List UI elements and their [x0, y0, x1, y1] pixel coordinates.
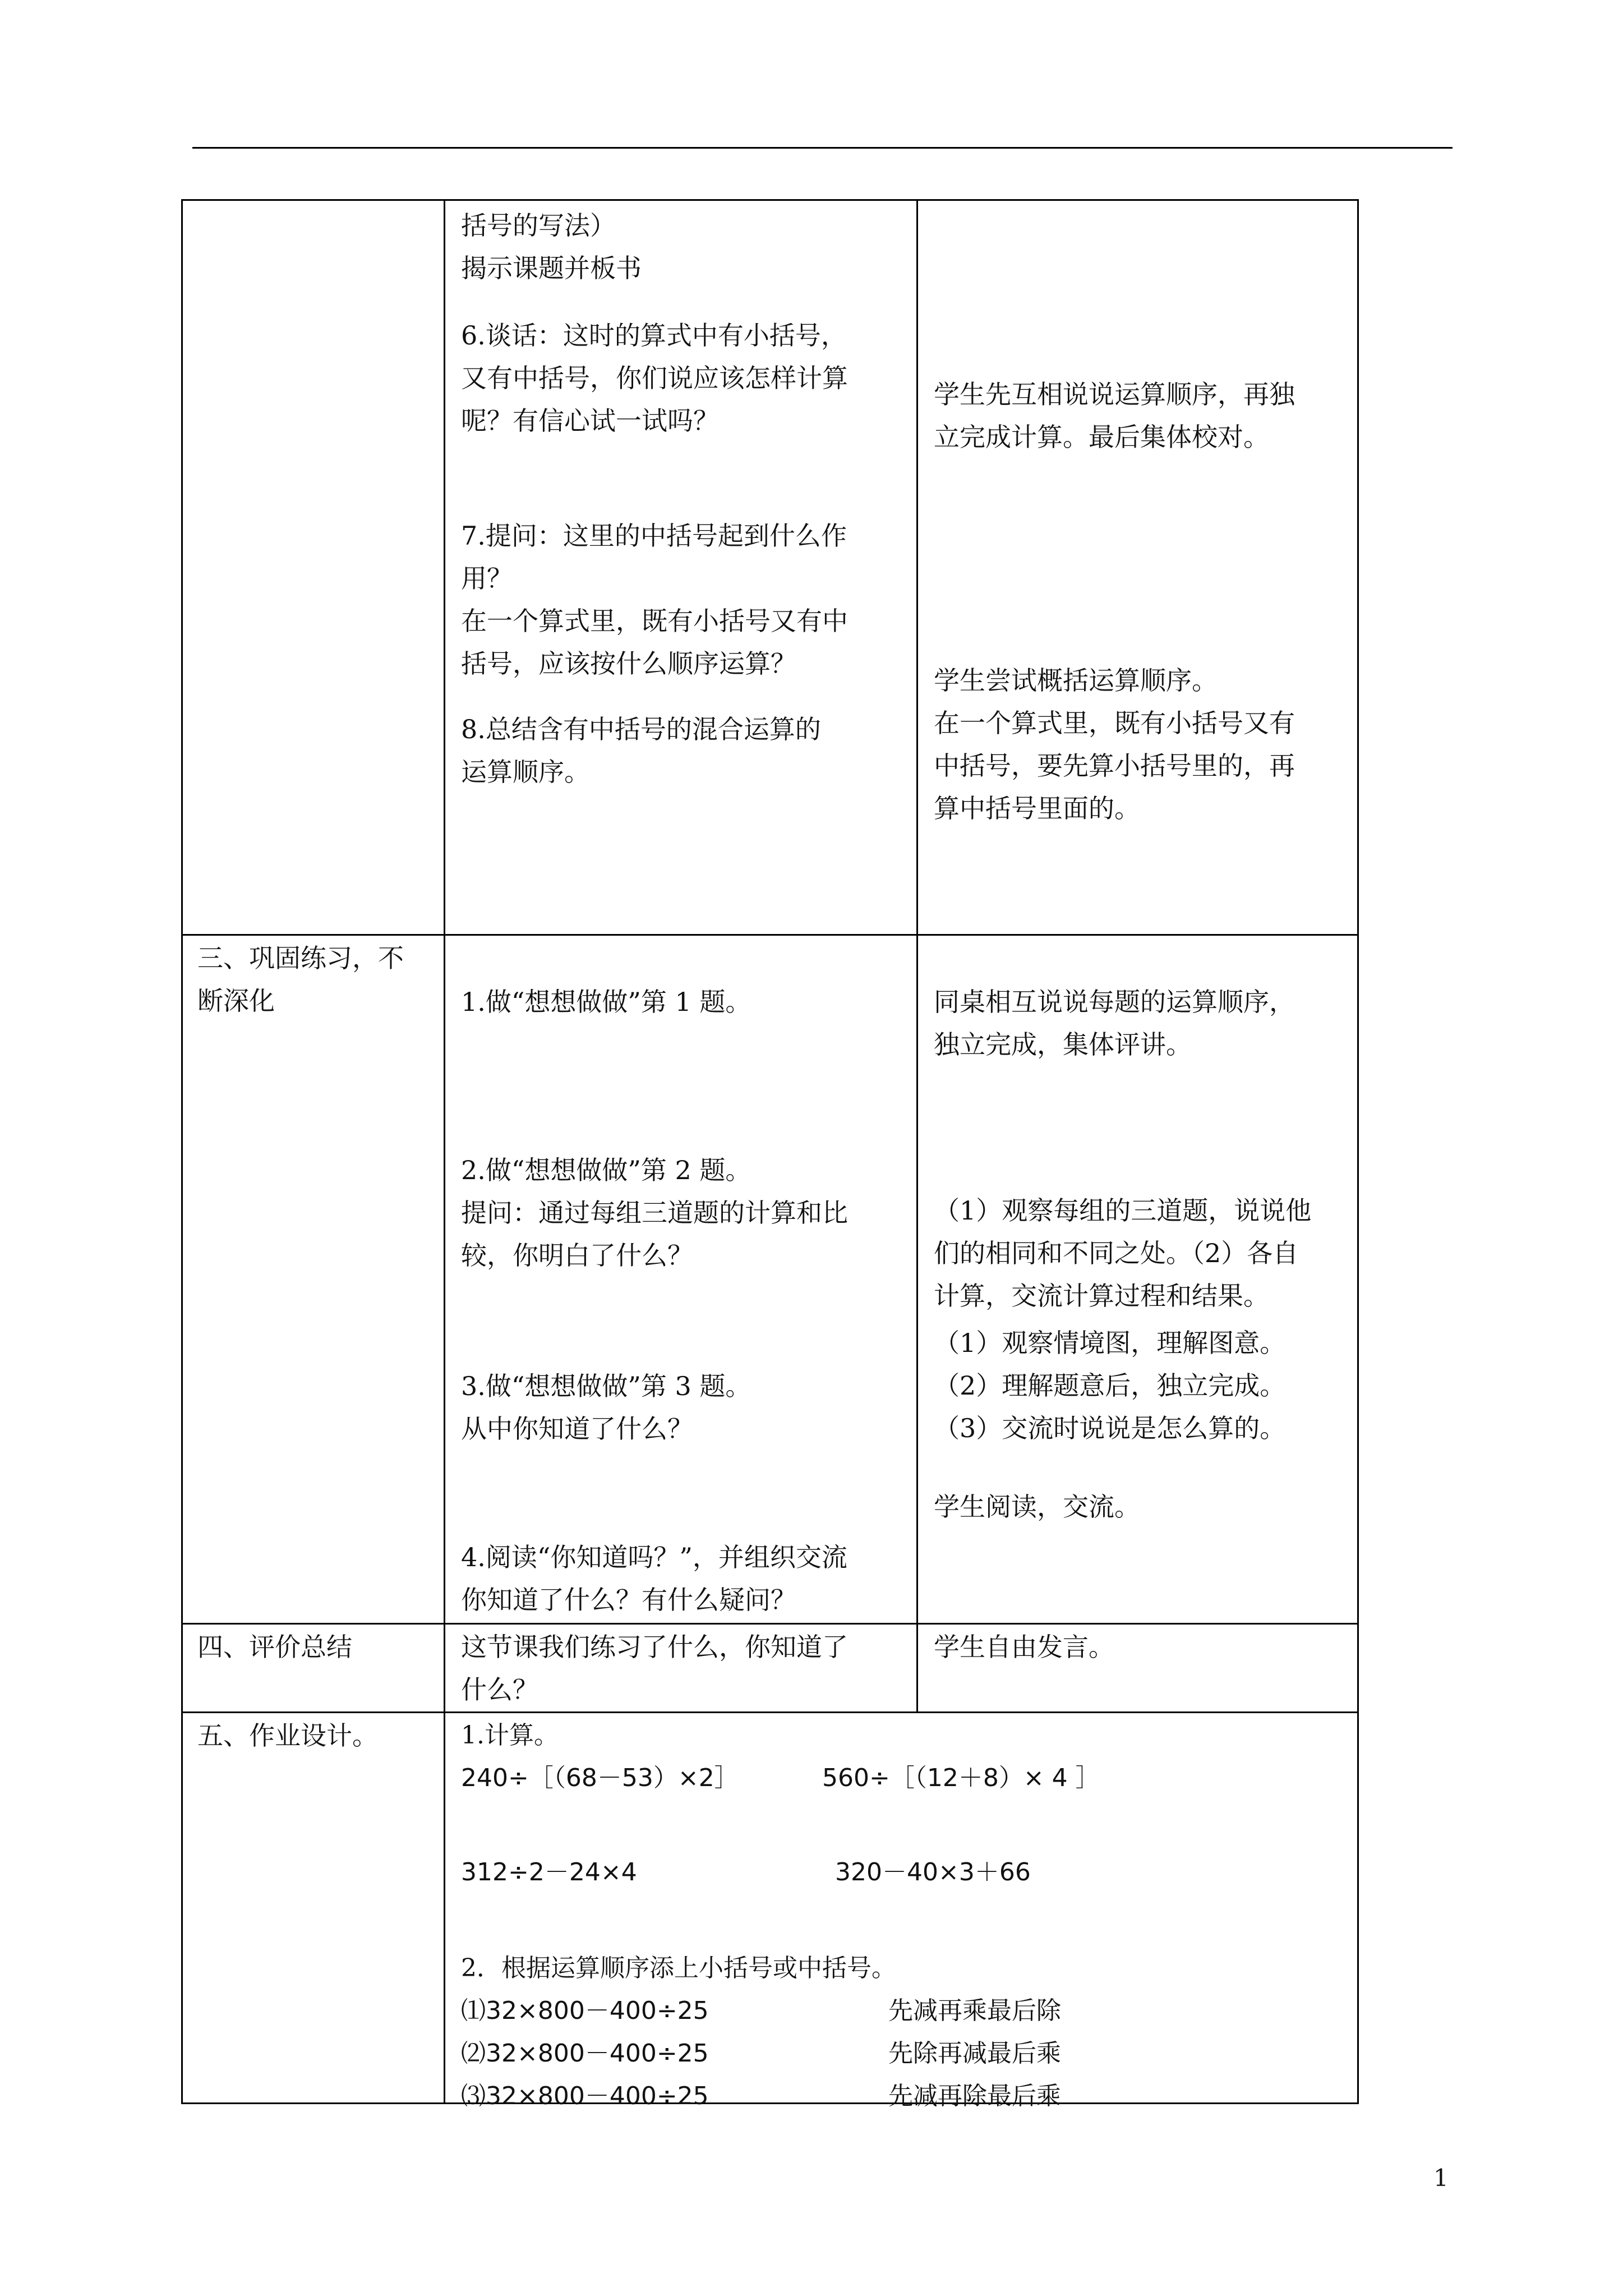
- stage-cell: [182, 1624, 445, 1713]
- text-line: （2）理解题意后，独立完成。: [934, 1370, 1286, 1401]
- practice-q4: [461, 1536, 906, 1621]
- text-line: 什么？: [461, 1674, 538, 1705]
- text-line: 学生先互相说说运算顺序，再独: [934, 379, 1295, 409]
- stage-cell: [182, 1713, 445, 2104]
- teacher-activity-cell: [445, 1624, 917, 1713]
- homework-cell: [445, 1713, 1358, 2110]
- text-line: 学生尝试概括运算顺序。: [934, 665, 1218, 696]
- text-line: 们的相同和不同之处。（2）各自: [934, 1238, 1299, 1268]
- text-line: 算中括号里面的。: [934, 793, 1140, 823]
- text-line: 在一个算式里，既有小括号又有: [934, 708, 1295, 738]
- text-line: 五、作业设计。: [197, 1720, 378, 1751]
- teacher-activity-cell: [445, 200, 917, 935]
- text-line: （1）观察每组的三道题，说说他: [934, 1195, 1312, 1226]
- table-row: [182, 200, 1358, 935]
- stage-label: [197, 937, 438, 1022]
- text-line: 揭示课题并板书: [461, 253, 642, 283]
- lesson-plan-table: [181, 199, 1359, 2110]
- text-line: 提问：通过每组三道题的计算和比: [461, 1198, 848, 1228]
- expression: 320－40×3＋66: [835, 1858, 1031, 1887]
- text-line: 断深化: [197, 986, 275, 1016]
- text-line: 三、巩固练习，不: [197, 943, 404, 973]
- student-block-1: [934, 981, 1347, 1066]
- student-activity-cell: [917, 200, 1358, 935]
- student-activity-cell: [917, 1624, 1358, 1713]
- student-block-a: [934, 373, 1347, 458]
- text-line: 8.总结含有中括号的混合运算的: [461, 714, 821, 744]
- text-line: 括号的写法）: [461, 210, 616, 241]
- task2-title: 2．根据运算顺序添上小括号或中括号。: [461, 1954, 896, 1982]
- summary-question: [461, 1626, 906, 1711]
- text-line: 括号，应该按什么顺序运算？: [461, 648, 796, 679]
- text-line: （3）交流时说说是怎么算的。: [934, 1413, 1286, 1443]
- text-line: 学生自由发言。: [934, 1632, 1114, 1662]
- expression: 240÷［（68－53）×2］: [461, 1764, 739, 1792]
- text-line: 较，你明白了什么？: [461, 1240, 693, 1271]
- text-line: 独立完成，集体评讲。: [934, 1029, 1192, 1060]
- task1-title: 1.计算。: [461, 1721, 559, 1750]
- summary-student: [934, 1626, 1347, 1668]
- text-line: 用？: [461, 563, 513, 593]
- student-block-2: [934, 1189, 1347, 1317]
- text-line: 这节课我们练习了什么，你知道了: [461, 1632, 848, 1662]
- stage-cell-empty: [182, 200, 445, 935]
- text-line: 2.做“想想做做”第 2 题。: [461, 1155, 751, 1185]
- text-line: 又有中括号，你们说应该怎样计算: [461, 363, 848, 393]
- task2-order: 先减再乘最后除: [888, 1996, 1061, 2025]
- practice-q1: [461, 981, 906, 1023]
- text-line: 同桌相互说说每题的运算顺序，: [934, 987, 1295, 1017]
- expression: 312÷2－24×4: [461, 1858, 637, 1887]
- text-line: 你知道了什么？有什么疑问？: [461, 1585, 796, 1615]
- text-line: 计算，交流计算过程和结果。: [934, 1281, 1269, 1311]
- text-line: 运算顺序。: [461, 757, 590, 787]
- text-line: 6.谈话：这时的算式中有小括号，: [461, 320, 847, 351]
- task2-expression: ⑴32×800－400÷25: [461, 1996, 709, 2025]
- text-line: 立完成计算。最后集体校对。: [934, 422, 1269, 452]
- header-rule: [192, 147, 1453, 149]
- text-line: 中括号，要先算小括号里的，再: [934, 751, 1295, 781]
- text-line: 四、评价总结: [197, 1632, 352, 1662]
- text-line: 1.做“想想做做”第 1 题。: [461, 987, 751, 1017]
- text-line: 4.阅读“你知道吗？”，并组织交流: [461, 1542, 847, 1572]
- activity-block-8: [461, 708, 906, 793]
- text-line: 从中你知道了什么？: [461, 1414, 693, 1444]
- page-number: 1: [1433, 2164, 1449, 2192]
- table-row: [182, 935, 1358, 1624]
- text-line: 7.提问：这里的中括号起到什么作: [461, 521, 847, 551]
- task2-expression: ⑶32×800－400÷25: [461, 2082, 709, 2110]
- student-block-b: [934, 659, 1347, 830]
- expression: 560÷［（12＋8）× 4 ］: [822, 1764, 1100, 1792]
- practice-q2: [461, 1149, 906, 1277]
- activity-block-6: [461, 314, 906, 442]
- activity-block-7: [461, 514, 906, 685]
- task2-expression: ⑵32×800－400÷25: [461, 2039, 709, 2068]
- activity-block-intro: [461, 204, 906, 289]
- task2-order: 先减再除最后乘: [888, 2082, 1061, 2110]
- table-row: [182, 1713, 1358, 2104]
- text-line: 在一个算式里，既有小括号又有中: [461, 606, 848, 636]
- stage-cell: [182, 935, 445, 1624]
- text-line: 3.做“想想做做”第 3 题。: [461, 1371, 751, 1401]
- practice-q3: [461, 1365, 906, 1450]
- student-block-4: [934, 1485, 1347, 1528]
- table-row: [182, 1624, 1358, 1713]
- text-line: （1）观察情境图，理解图意。: [934, 1328, 1286, 1358]
- stage-label: [197, 1714, 438, 1757]
- student-block-3: [934, 1322, 1347, 1450]
- stage-label: [197, 1626, 438, 1668]
- teacher-activity-cell: [445, 935, 917, 1624]
- task2-order: 先除再减最后乘: [888, 2039, 1061, 2068]
- text-line: 学生阅读，交流。: [934, 1492, 1140, 1522]
- text-line: 呢？有信心试一试吗？: [461, 406, 719, 436]
- student-activity-cell: [917, 935, 1358, 1624]
